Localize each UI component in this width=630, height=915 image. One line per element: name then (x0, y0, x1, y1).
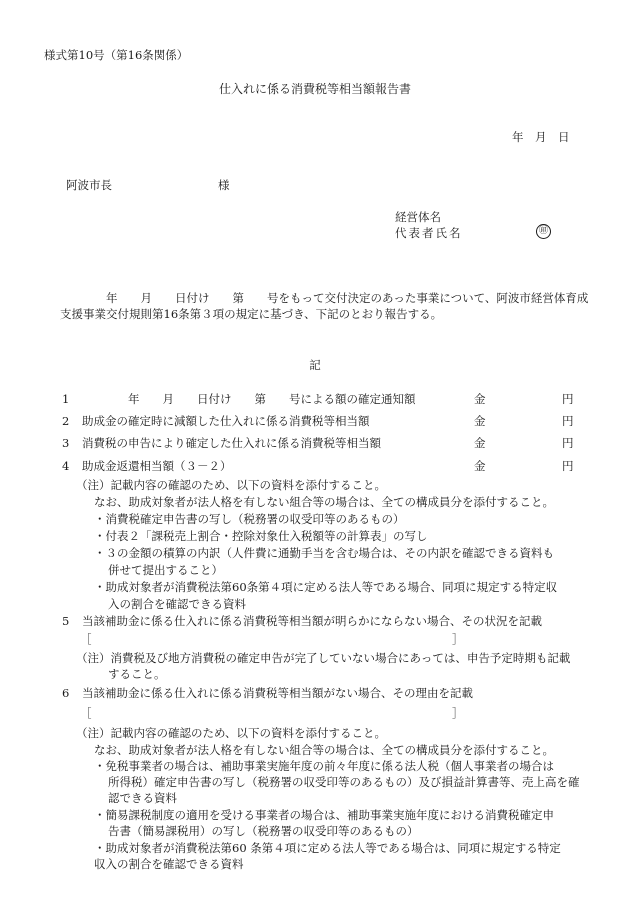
item-label: 年 月 日付け 第 号による額の確定通知額 (82, 392, 416, 406)
kin-label: 金 (474, 436, 486, 450)
note-line: （注）消費税及び地方消費税の確定申告が完了していない場合にあっては、申告予定時期も記載 (76, 651, 571, 665)
addressee-honorific: 様 (218, 178, 230, 192)
item-label: 助成金の確定時に減額した仕入れに係る消費税等相当額 (82, 414, 370, 428)
note-line: ・免税事業者の場合は、補助事業実施年度の前々年度に係る法人税（個人事業者の場合は (94, 759, 554, 773)
note-line: ・助成対象者が消費税法第60 条第４項に定める法人等である場合は、同項に規定する特定 (94, 841, 561, 855)
item-label: 当該補助金に係る仕入れに係る消費税等相当額が明らかにならない場合、その状況を記載 (82, 614, 542, 628)
note-line: 告書（簡易課税用）の写し（税務署の収受印等のあるもの） (108, 824, 419, 838)
note-line: 所得税）確定申告書の写し（税務署の収受印等のあるもの）及び損益計算書等、売上高を確 (108, 775, 580, 789)
yen-label: 円 (562, 414, 574, 428)
bracket-open: ［ (80, 706, 92, 720)
item-label: 助成金返還相当額（３－２） (82, 459, 232, 473)
item-number: 5 (62, 614, 70, 628)
item-number: 2 (62, 414, 70, 428)
note-line: なお、助成対象者が法人格を有しない組合等の場合は、全ての構成員分を添付すること。 (94, 495, 554, 509)
item-row (0, 414, 630, 431)
item-row (0, 459, 630, 476)
ki-heading: 記 (309, 358, 321, 372)
item-label: 消費税の申告により確定した仕入れに係る消費税等相当額 (82, 436, 381, 450)
item-row (0, 686, 630, 703)
item-row (0, 392, 630, 409)
form-number: 様式第10号（第16条関係） (44, 48, 189, 62)
note-line: （注）記載内容の確認のため、以下の資料を添付すること。 (76, 726, 387, 740)
note-line: （注）記載内容の確認のため、以下の資料を添付すること。 (76, 478, 387, 492)
yen-label: 円 (562, 459, 574, 473)
kin-label: 金 (474, 459, 486, 473)
item-row (0, 614, 630, 631)
body-paragraph: 年 月 日付け 第 号をもって交付決定のあった事業について、阿波市経営体育成支援事業交付規則第16条第３項の規定に基づき、下記のとおり報告する。 (60, 291, 589, 322)
document-title: 仕入れに係る消費税等相当額報告書 (218, 82, 411, 96)
item-number: 6 (62, 686, 70, 700)
kin-label: 金 (474, 392, 486, 406)
date-line: 年 月 日 (512, 130, 570, 144)
note-line: 収入の割合を確認できる資料 (94, 857, 244, 871)
note-line: ・簡易課税制度の適用を受ける事業者の場合は、補助事業実施年度における消費税確定申 (94, 808, 554, 822)
bracket-open: ［ (80, 632, 92, 646)
bracket-close: ］ (452, 706, 464, 720)
note-line: 併せて提出すること） (108, 563, 223, 577)
org-name-label: 経営体名 (395, 210, 441, 224)
yen-label: 円 (562, 392, 574, 406)
note-line: 入の割合を確認できる資料 (108, 597, 246, 611)
note-line: すること。 (108, 667, 166, 681)
item-row (0, 436, 630, 453)
note-line: ・３の金額の積算の内訳（人件費に通勤手当を含む場合は、その内訳を確認できる資料も (94, 546, 554, 560)
note-line: ・消費税確定申告書の写し（税務署の収受印等のあるもの） (94, 512, 405, 526)
kin-label: 金 (474, 414, 486, 428)
representative-name-label: 代表者氏名 (395, 226, 463, 240)
item-number: 4 (62, 459, 70, 473)
item-number: 3 (62, 436, 70, 450)
item-label: 当該補助金に係る仕入れに係る消費税等相当額がない場合、その理由を記載 (82, 686, 473, 700)
note-line: ・助成対象者が消費税法第60条第４項に定める法人等である場合、同項に規定する特定収 (94, 580, 558, 594)
item-number: 1 (62, 392, 70, 406)
note-line: なお、助成対象者が法人格を有しない組合等の場合は、全ての構成員分を添付すること。 (94, 743, 554, 757)
bracket-close: ］ (452, 632, 464, 646)
note-line: 認できる資料 (108, 791, 177, 805)
seal-mark: ㊞ (536, 224, 551, 239)
note-line: ・付表２「課税売上割合・控除対象仕入税額等の計算表」の写し (94, 529, 428, 543)
addressee-name: 阿波市長 (66, 178, 112, 192)
yen-label: 円 (562, 436, 574, 450)
